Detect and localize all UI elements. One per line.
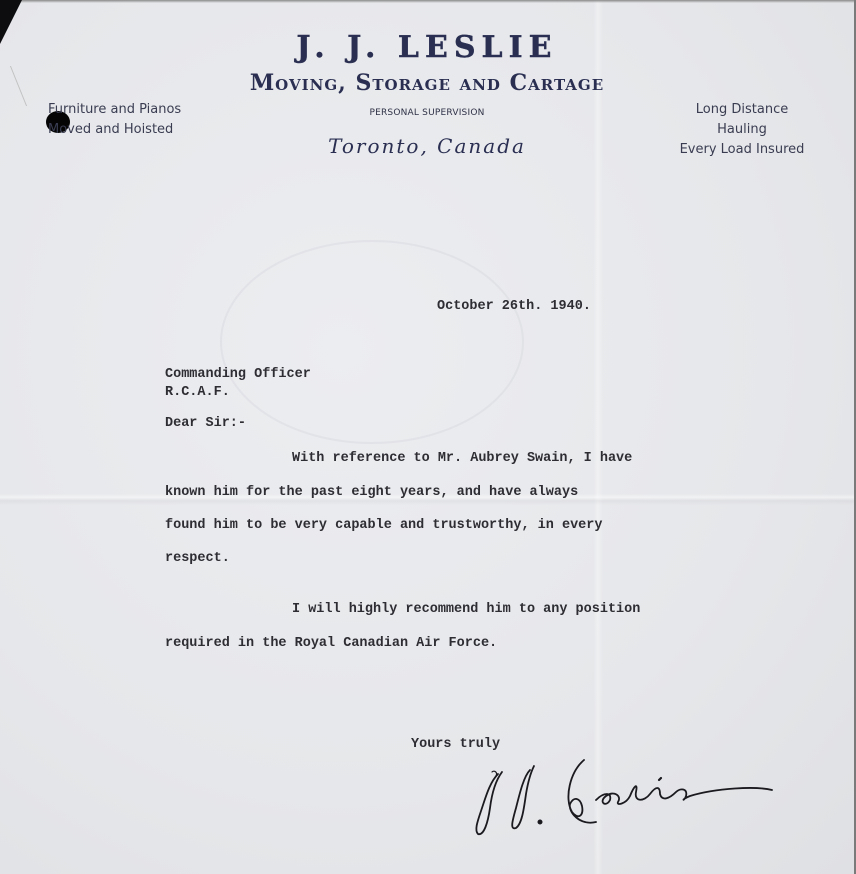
company-tagline: Moving, Storage and Cartage [249, 70, 605, 96]
company-location: Toronto, Canada [328, 134, 526, 158]
letter-date: October 26th. 1940. [437, 299, 591, 314]
personal-supervision: PERSONAL SUPERVISION [369, 108, 485, 118]
salutation: Dear Sir:- [165, 416, 247, 431]
right-services [672, 100, 812, 160]
right-service-line: Every Load Insured [679, 142, 805, 157]
recipient-line: R.C.A.F. [165, 385, 230, 400]
right-service-line: Long Distance Hauling [695, 102, 789, 137]
left-services [48, 100, 181, 140]
body-line: required in the Royal Canadian Air Force. [165, 636, 498, 651]
left-service-line: Furniture and Pianos [48, 102, 182, 117]
company-name: J. J. LESLIE [296, 30, 558, 65]
body-line: known him for the past eight years, and have always [165, 485, 579, 500]
body-line: With reference to Mr. Aubrey Swain, I have [292, 451, 633, 466]
recipient-line: Commanding Officer [165, 367, 311, 382]
signature [466, 752, 786, 842]
body-line: found him to be very capable and trustworthy, in every [165, 518, 603, 533]
body-line: respect. [165, 551, 230, 566]
closing: Yours truly [411, 737, 501, 752]
left-service-line: Moved and Hoisted [48, 122, 174, 137]
watermark [220, 240, 524, 444]
body-line: I will highly recommend him to any position [292, 602, 641, 617]
page-top-edge [20, 0, 854, 3]
